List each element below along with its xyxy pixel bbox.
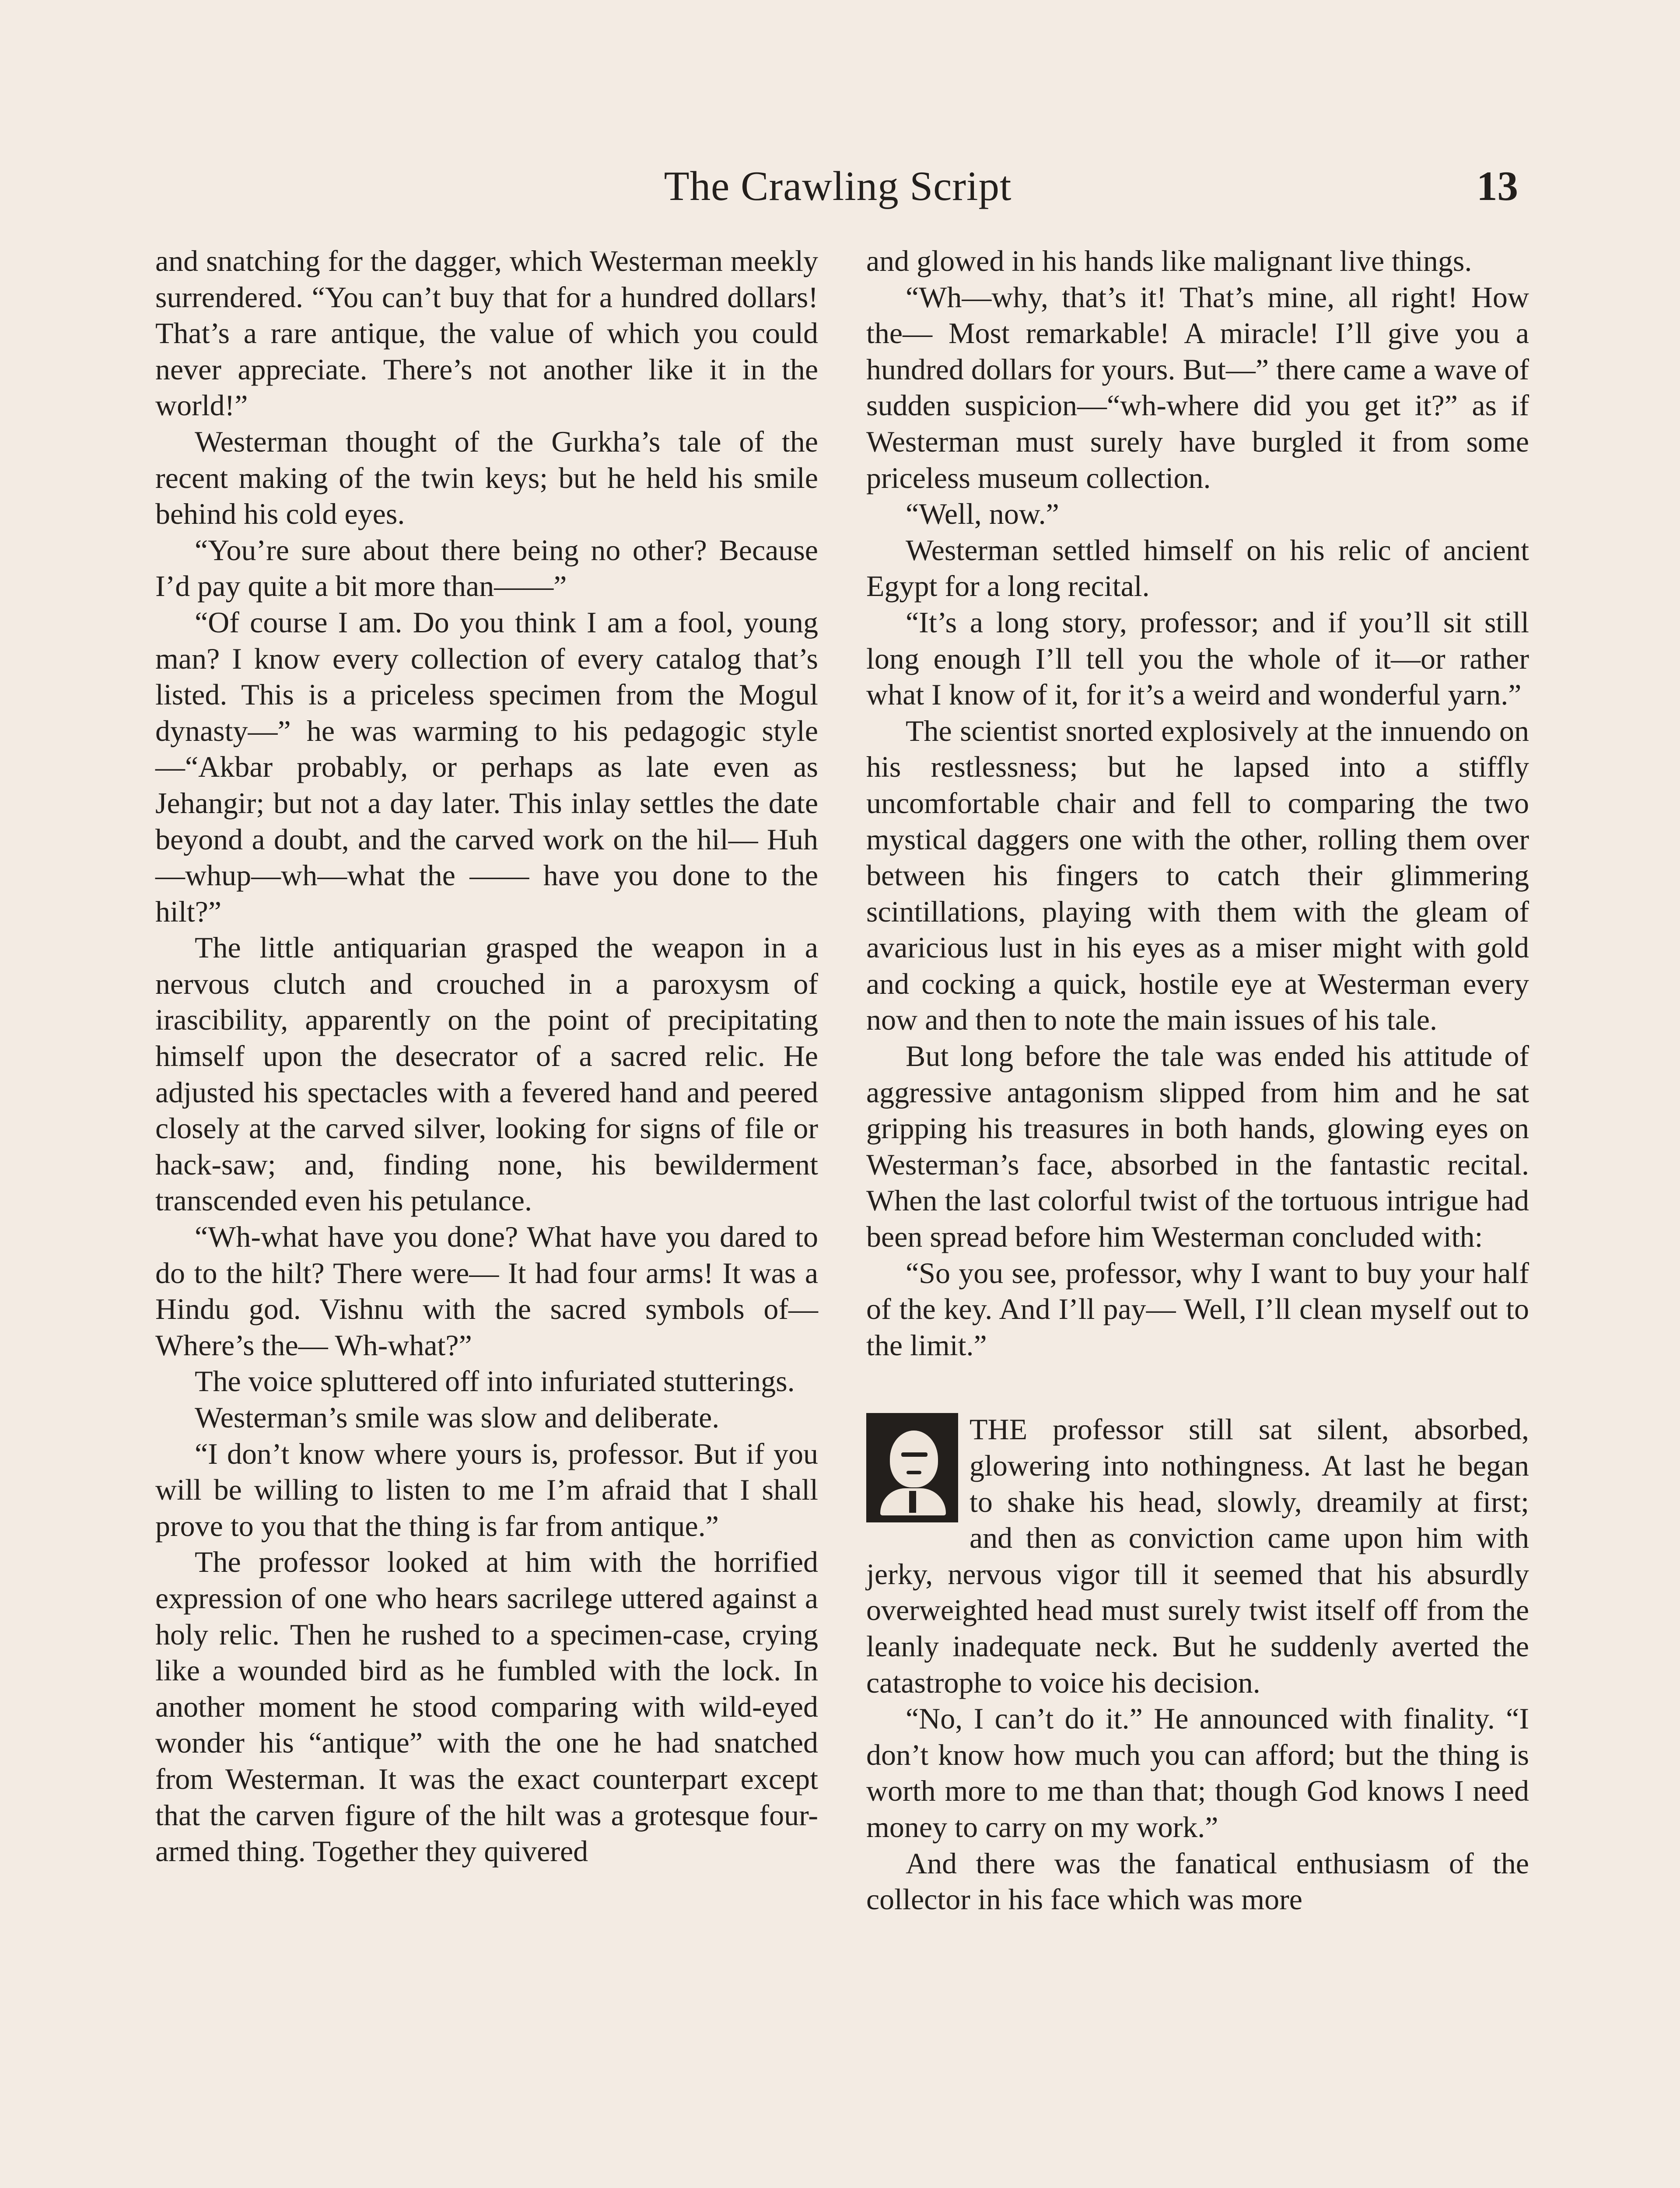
- page-header: [158, 158, 1518, 219]
- paragraph: The voice spluttered off into infuriated stutterings.: [195, 1364, 795, 1398]
- paragraph: “Wh-what have you done? What have you dared to do to the hilt? There were— It had four arms! It was a Hindu god. Vishnu with the sacred symbols of— Where’s the— Wh-what?”: [155, 1220, 818, 1362]
- paragraph: and glowed in his hands like malignant live things.: [866, 244, 1472, 277]
- right-column: [866, 243, 1529, 1918]
- paragraph: “You’re sure about there being no other? Because I’d pay quite a bit more than——”: [155, 533, 818, 603]
- page-number: 13: [1477, 163, 1518, 209]
- paragraph: “I don’t know where yours is, professor. But if you will be willing to listen to me I’m afraid that I shall prove to you that the thing is far from antique.”: [155, 1437, 818, 1543]
- paragraph: and snatching for the dagger, which Westerman meekly surrendered. “You can’t buy that for a hundred dollars! That’s a rare antique, the value of which you could never appreciate. There’s not another like it in the world!”: [155, 244, 818, 422]
- paragraph: “It’s a long story, professor; and if you’ll sit still long enough I’ll tell you the whole of it—or rather what I know of it, for it’s a weird and wonderful yarn.”: [866, 605, 1529, 712]
- professor-portrait-icon: [866, 1413, 958, 1522]
- paragraph: And there was the fanatical enthusiasm of the collector in his face which was more: [866, 1846, 1529, 1916]
- left-column: [155, 243, 818, 1869]
- paragraph: But long before the tale was ended his attitude of aggressive antagonism slipped from him and he sat gripping his treasures in both hands, glowing eyes on Westerman’s face, absorbed in the fantastic recital. When the last colorful twist of the tortuous intrigue had been spread before him Westerman concluded with:: [866, 1039, 1529, 1254]
- paragraph: The little antiquarian grasped the weapon in a nervous clutch and crouched in a paroxysm of irascibility, apparently on the point of precipitating himself upon the desecrator of a sacred relic. He adjusted his spectacles with a fevered hand and peered closely at the carved silver, looking for signs of file or hack-saw; and, finding none, his bewilderment transcended even his petulance.: [155, 931, 818, 1217]
- paragraph: The scientist snorted explosively at the innuendo on his restlessness; but he lapsed into a stiffly uncomfortable chair and fell to comparing the two mystical daggers one with the other, rolling them over between his fingers to catch their glimmering scintillations, playing with them with the gleam of avaricious lust in his eyes as a miser might with gold and cocking a quick, hostile eye at Westerman every now and then to note the main issues of his tale.: [866, 714, 1529, 1037]
- running-title: The Crawling Script: [664, 163, 1012, 209]
- paragraph: “Well, now.”: [906, 497, 1059, 531]
- section-break-block: [866, 1411, 1529, 1917]
- paragraph: “No, I can’t do it.” He announced with finality. “I don’t know how much you can afford; but the thing is worth more to me than that; though God knows I need money to carry on my work.”: [866, 1702, 1529, 1844]
- paragraph: THE professor still sat silent, absorbed, glowering into nothingness. At last he began to shake his head, slowly, dreamily at first; and then as conviction came upon him with jerky, nervous vigor till it seemed that his absurdly overweighted head must surely twist itself off from the leanly inadequate neck. But he suddenly averted the catastrophe to voice his decision.: [866, 1413, 1529, 1699]
- paragraph: Westerman’s smile was slow and deliberate.: [195, 1401, 720, 1434]
- paragraph: The professor looked at him with the horrified expression of one who hears sacrilege uttered against a holy relic. Then he rushed to a specimen-case, crying like a wounded bird as he fumbled with the lock. In another moment he stood comparing with wild-eyed wonder his “antique” with the one he had snatched from Westerman. It was the exact counterpart except that the carven figure of the hilt was a grotesque four-armed thing. Together they quivered: [155, 1545, 818, 1868]
- paragraph: Westerman settled himself on his relic of ancient Egypt for a long recital.: [866, 533, 1529, 603]
- paragraph: “So you see, professor, why I want to buy your half of the key. And I’ll pay— Well, I’ll clean myself out to the limit.”: [866, 1256, 1529, 1362]
- paragraph: Westerman thought of the Gurkha’s tale of the recent making of the twin keys; but he held his smile behind his cold eyes.: [155, 424, 818, 531]
- paragraph: “Of course I am. Do you think I am a fool, young man? I know every collection of every catalog that’s listed. This is a priceless specimen from the Mogul dynasty—” he was warming to his pedagogic style—“Akbar probably, or perhaps as late even as Jehangir; but not a day later. This inlay settles the date beyond a doubt, and the carved work on the hil— Huh—whup—wh—what the —— have you done to the hilt?”: [155, 605, 818, 928]
- paragraph: “Wh—why, that’s it! That’s mine, all right! How the— Most remarkable! A miracle! I’ll give you a hundred dollars for yours. But—” there came a wave of sudden suspicion—“wh-where did you get it?” as if Westerman must surely have burgled it from some priceless museum collection.: [866, 280, 1529, 494]
